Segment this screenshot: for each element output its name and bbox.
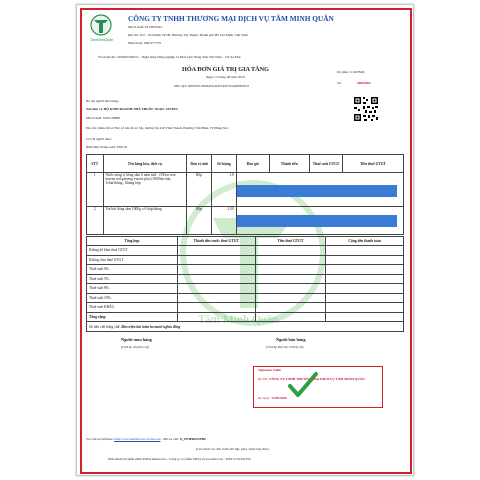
- summary-row: [87, 246, 404, 256]
- table-row: [87, 173, 404, 207]
- amount-words-value: Bốn triệu hai trăm ba mươi nghìn đồng: [121, 324, 181, 329]
- col-name: Tên hàng hóa, dịch vụ: [103, 155, 187, 173]
- summary-col-before-tax: Thành tiền trước thuế GTGT: [177, 237, 255, 246]
- buyer-unit: Tên đơn vị: HỘ KINH DOANH NHÀ THUỐC NGỌC SƯƠNG: [86, 107, 179, 111]
- footer-note: (Cần kiểm tra, đối chiếu khi lập, giao, nhận hóa đơn): [196, 447, 269, 451]
- invoice-number: 00001860: [357, 81, 371, 85]
- seller-phone: Điện thoại: 0907277779: [128, 41, 161, 45]
- signed-on-label: Ký ngày:: [258, 396, 271, 400]
- summary-header-row: [87, 237, 404, 246]
- footer-provider: Phát hành bởi phần mềm MISA meInvoice - Công ty Cổ phần MISA (www.misa.vn) - MST 0101243150: [108, 457, 251, 461]
- buyer-name: Họ tên người mua hàng:: [86, 99, 120, 103]
- summary-col-total: Cộng tiền thanh toán: [326, 237, 404, 246]
- summary-row-label: Không kê khai thuế GTGT: [87, 246, 178, 256]
- summary-row-label: Thuế suất 10%:: [87, 293, 178, 303]
- summary-row-label: Thuế suất 0%:: [87, 265, 178, 275]
- invoice-date: Ngày 17 tháng 08 năm 2026: [206, 75, 245, 79]
- col-unit: Đơn vị tính: [187, 155, 212, 173]
- items-header-row: [87, 155, 404, 173]
- seller-account: Số tài khoản: 1606201048151 - Ngân hàng Nông nghiệp và Phát triển Nông thôn Việt Nam - CN An Phú: [98, 55, 241, 59]
- summary-row-label: Thuế suất KHÁC:: [87, 303, 178, 313]
- summary-total-label: Tổng cộng:: [87, 312, 178, 322]
- row-qty: 1.0: [211, 173, 236, 207]
- col-amount: Thành tiền: [269, 155, 309, 173]
- seller-tax-code: Mã số thuế: 0313830344: [128, 25, 162, 29]
- signed-by-value: CÔNG TY TNHH THƯƠNG MẠI DỊCH VỤ TÂM MINH QUÂN: [269, 377, 365, 381]
- col-price: Đơn giá: [236, 155, 269, 173]
- signed-on: [258, 396, 287, 400]
- summary-row: [87, 255, 404, 265]
- buyer-cccd: CCCD người mua:: [86, 137, 112, 141]
- row-stt: 2: [87, 207, 104, 235]
- summary-row-label: Thuế suất 5%:: [87, 274, 178, 284]
- lookup-prefix: Tra cứu tại Website:: [86, 437, 114, 441]
- lookup-code: Q_FEIPRKNPB0: [179, 437, 206, 441]
- row-product: Trà hắc hồng sâm 1000g x 6 hộp/thùng: [103, 207, 187, 235]
- cqt-code: Mã CQT: 00667DC9E6AD344DF1A9F561A89060F25: [174, 84, 250, 88]
- buyer-tax: Mã số thuế: 0181018898: [86, 116, 120, 120]
- amount-in-words-row: [87, 322, 404, 332]
- svg-text:TâmMinhQuân: TâmMinhQuân: [90, 38, 114, 42]
- row-product: Nước uống vị hồng sâm 6 năm tuổi - (6Year root korean red ginseng extract plus) 3000ml chai, 3chai/thùng, 1thùng hộp: [103, 173, 187, 207]
- seller-address: Địa chỉ: 102 - 104 Kênh 19/5B, Phường Tây Thạnh, Thành phố Hồ Chí Minh, Việt Nam: [128, 33, 248, 37]
- payment-method: Hình thức thanh toán: TM/CK: [86, 145, 128, 149]
- summary-row: [87, 284, 404, 294]
- row-qty: 2.00: [211, 207, 236, 235]
- lookup-line: [86, 437, 206, 441]
- col-stt: STT: [87, 155, 104, 173]
- summary-row: [87, 312, 404, 322]
- table-row: [87, 207, 404, 235]
- seller-sign-label: Người bán hàng: [276, 337, 306, 342]
- buyer-sign-hint: (Chữ ký số (nếu có)): [121, 345, 149, 349]
- amount-words-label: Số tiền viết bằng chữ:: [89, 324, 121, 329]
- summary-col-group: Tổng hợp: [87, 237, 178, 246]
- summary-row: [87, 265, 404, 275]
- items-table: [86, 154, 404, 235]
- buyer-address: Địa chỉ: (thửa đất số 392, tờ bản đồ số 54), đường D4, KP Vĩnh Thành, Phường Trấn Biên, TP Đồng Nai: [86, 126, 228, 130]
- invoice-title: HÓA ĐƠN GIÁ TRỊ GIA TĂNG: [182, 66, 269, 73]
- invoice-number-label: Số:: [337, 81, 342, 85]
- svg-text:Tâm Minh Quân: Tâm Minh Quân: [198, 312, 278, 326]
- seller-name: CÔNG TY TNHH THƯƠNG MẠI DỊCH VỤ TÂM MINH QUÂN: [128, 14, 334, 23]
- buyer-sign-label: Người mua hàng: [121, 337, 152, 342]
- redacted-values: [236, 173, 403, 207]
- invoice-symbol: Ký hiệu: 1C26TMQ: [337, 70, 365, 74]
- summary-row: [87, 293, 404, 303]
- checkmark-icon: [288, 372, 318, 398]
- company-logo: [88, 13, 114, 43]
- row-unit: Hộp: [187, 207, 212, 235]
- col-qty: Số lượng: [211, 155, 236, 173]
- lookup-link[interactable]: https://www.meinvoice.vn/tra-cuu: [114, 437, 161, 441]
- signature-box: [253, 366, 383, 408]
- lookup-code-label: - Mã tra cứu:: [161, 437, 180, 441]
- signed-on-value: 17/08/2026: [271, 396, 287, 400]
- row-unit: Hộp: [187, 173, 212, 207]
- redacted-values: [236, 207, 403, 235]
- row-stt: 1: [87, 173, 104, 207]
- summary-table: [86, 236, 404, 332]
- summary-col-vat: Tiền thuế GTGT: [255, 237, 325, 246]
- signature-valid-title: Signature Valid: [258, 368, 281, 372]
- summary-row: [87, 274, 404, 284]
- seller-sign-hint: (Chữ ký điện tử, Chữ ký số): [266, 345, 304, 349]
- qr-code-icon: [353, 96, 379, 122]
- col-vat-amount: Tiền thuế GTGT: [343, 155, 404, 173]
- col-vat-rate: Thuế suất GTGT: [310, 155, 343, 173]
- summary-row: [87, 303, 404, 313]
- summary-row-label: Thuế suất 8%:: [87, 284, 178, 294]
- signed-by-label: Ký bởi:: [258, 377, 269, 381]
- summary-row-label: Không chịu thuế GTGT: [87, 255, 178, 265]
